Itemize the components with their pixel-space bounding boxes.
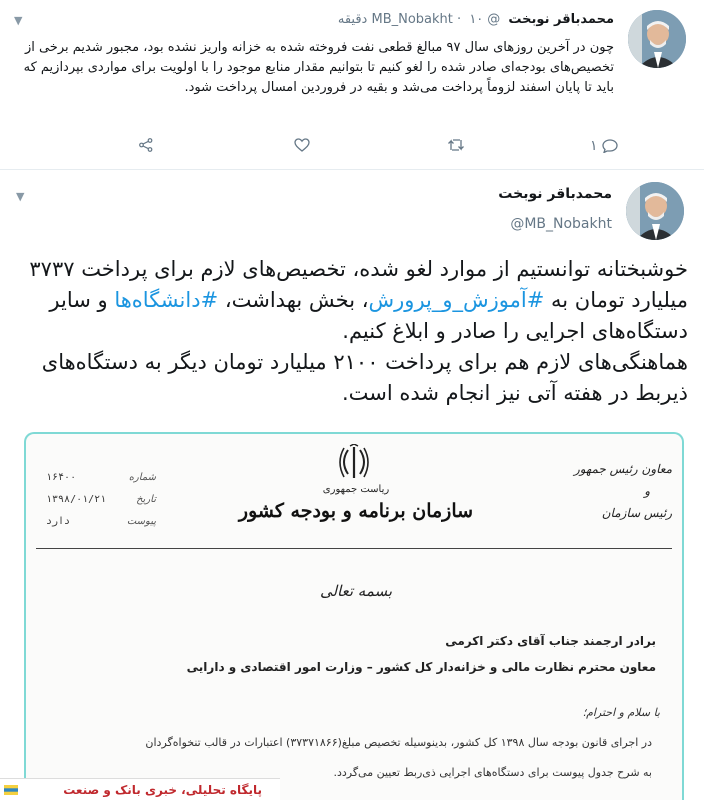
source-watermark [0, 778, 280, 800]
tweet-text [16, 254, 688, 409]
profile-photo [626, 182, 684, 240]
hashtag-link[interactable]: #دانشگاه‌ها [114, 288, 219, 312]
meta-row [46, 510, 156, 532]
tweet-1[interactable] [0, 0, 704, 170]
letter-addressee-title: معاون محترم نظارت مالی و خزانه‌دار کل کشور – وزارت امور اقتصادی و دارایی [186, 660, 656, 674]
share-icon [138, 138, 154, 152]
tweet-text-part: و سایر دستگاه‌های اجرایی را صادر و ابلاغ کنیم. [49, 288, 688, 343]
meta-label: پیوست [126, 515, 156, 527]
letter-sender [552, 458, 672, 524]
avatar[interactable] [628, 10, 686, 68]
author-handle[interactable]: @MB_Nobakht [371, 12, 501, 27]
share-button[interactable] [138, 138, 154, 152]
retweet-icon [447, 138, 465, 152]
sender-line: معاون رئیس جمهور [573, 462, 672, 476]
tweet-time[interactable]: ۱۰ دقیقه [337, 12, 484, 27]
chevron-down-icon[interactable]: ▼ [14, 14, 23, 27]
meta-row [46, 488, 156, 510]
letter-basmala: بسمه تعالی [319, 582, 393, 600]
profile-photo [628, 10, 686, 68]
like-button[interactable] [294, 138, 310, 152]
tweet-text: چون در آخرین روزهای سال ۹۷ مبالغ قطعی نفت فروخته شده به خزانه واریز نشده بود، مجبور شدیم برخی از تخصیص‌های بودجه‌ای صادر شده را لغو کنیم تا بتوانیم مقدار منابع موجود را با اولویت برای مواردی بپردازیم که باید تا پایان اسفند لزوماً پرداخت می‌شد و بقیه در فروردین امسال پرداخت شود. [23, 40, 614, 95]
reply-count: ۱ [590, 138, 598, 154]
letter-divider [36, 548, 672, 549]
separator: · [457, 12, 462, 27]
reply-button[interactable] [590, 138, 618, 154]
retweet-button[interactable] [447, 138, 465, 152]
meta-label: شماره [128, 471, 156, 483]
like-icon [294, 138, 310, 152]
letter-meta [46, 466, 156, 532]
author-name[interactable]: محمدباقر نوبخت [498, 186, 612, 202]
meta-label: تاریخ [136, 493, 156, 505]
avatar[interactable] [626, 182, 684, 240]
letter-paragraph: در اجرای قانون بودجه سال ۱۳۹۸ کل کشور، بدینوسیله تخصیص مبلغ(۳۷۳۷۱۸۶۶) اعتبارات در قالب تنخواه‌گردان [145, 736, 652, 749]
tweet-header [338, 12, 614, 27]
chevron-down-icon[interactable]: ▼ [16, 190, 25, 203]
hashtag-link[interactable]: #آموزش_و_پرورش [368, 288, 545, 312]
flag-icon [4, 785, 18, 795]
reply-icon [602, 139, 618, 153]
tweet-text-part: ، بخش بهداشت، [218, 288, 369, 312]
author-handle[interactable]: @MB_Nobakht [510, 216, 612, 232]
author-name[interactable]: محمدباقر نوبخت [508, 12, 614, 27]
meta-value: ۱۳۹۸/۰۱/۲۱ [46, 493, 107, 505]
sender-line: و [644, 484, 650, 498]
tweet-actions [0, 138, 704, 162]
watermark-text: پایگاه تحلیلی، خبری بانک و صنعت [63, 782, 262, 797]
meta-row [46, 466, 156, 488]
letter-org-small: ریاست جمهوری [322, 484, 390, 495]
letter-org-name: سازمان برنامه و بودجه کشور [238, 500, 474, 522]
tweet-text-part: خوشبختانه توانستیم از موارد لغو شده، تخصیص‌های لازم برای پرداخت ۳۷۳۷ میلیارد تومان به [29, 257, 688, 312]
letter-greeting: با سلام و احترام؛ [582, 706, 660, 719]
sender-line: رئیس سازمان [601, 506, 672, 520]
letter-addressee: برادر ارجمند جناب آقای دکتر اکرمی [445, 634, 656, 648]
tweet-text-part: هماهنگی‌های لازم هم برای پرداخت ۲۱۰۰ میلیارد تومان دیگر به دستگاه‌های ذیربط در هفته آتی نیز انجام شده است. [41, 350, 688, 405]
meta-value: ۱۶۴۰۰ [46, 471, 77, 483]
iran-emblem-icon [336, 444, 372, 482]
tweet-media-image[interactable] [24, 432, 684, 800]
meta-value: دارد [46, 515, 71, 527]
letter-paragraph: به شرح جدول پیوست برای دستگاه‌های اجرایی ذی‌ربط تعیین می‌گردد. [333, 766, 652, 779]
